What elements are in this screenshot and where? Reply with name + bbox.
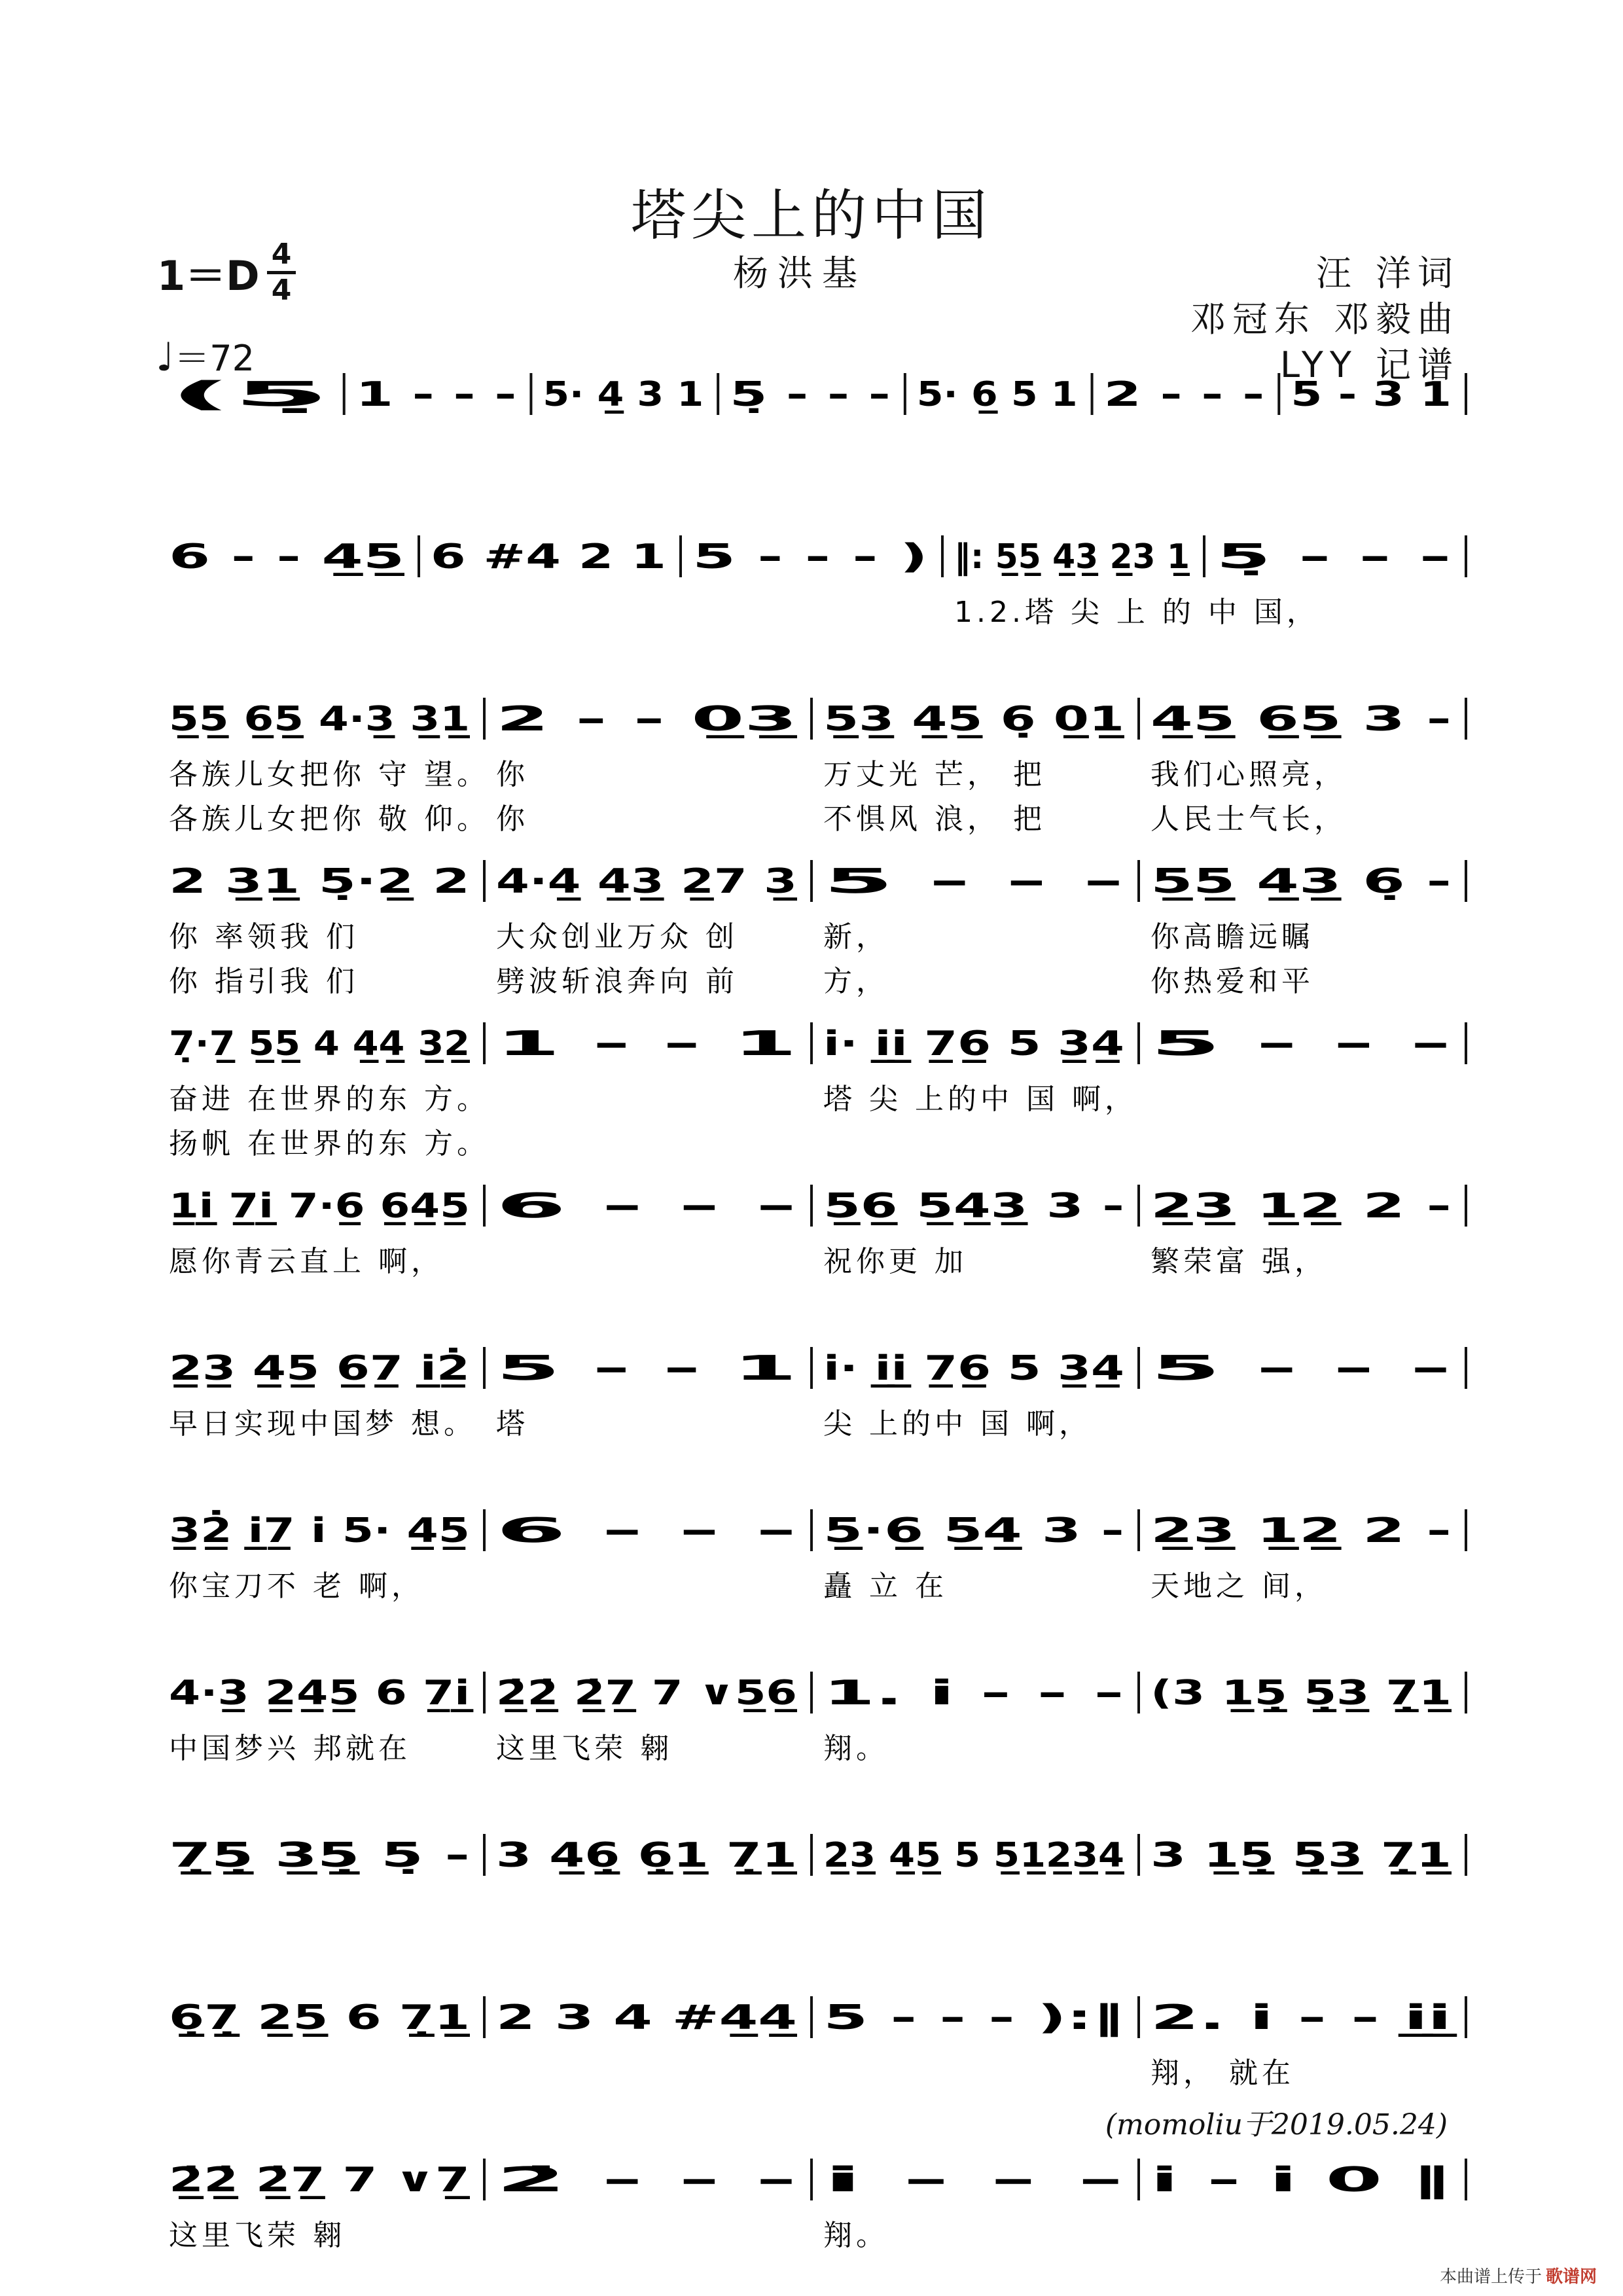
lyric-line: 塔 xyxy=(496,1407,529,1441)
measure-notes: 5 - - - xyxy=(1150,1024,1452,1064)
lyric-line: 你高瞻远瞩 xyxy=(1150,920,1314,954)
lyricist-credit: 汪 洋词 xyxy=(1315,253,1459,294)
measure-notes: 2̇ - - - xyxy=(496,2161,797,2200)
measure-notes: 1. i̇ - - - xyxy=(823,1674,1124,1713)
site-logo: 歌谱网 xyxy=(1545,2267,1597,2287)
lyric-line: 愿你青云直上 啊， xyxy=(169,1245,444,1278)
lyric-line: 你 xyxy=(496,802,529,836)
measure-notes: 5̣ - - - xyxy=(730,375,891,414)
measure-notes: 7̣̲5̣̲ 3̲5̣̲ 5̣ - xyxy=(169,1836,470,1875)
score-system xyxy=(169,1347,1466,1441)
lyric-line: 人民士气长， xyxy=(1150,802,1347,836)
measure-notes: 6 - - - xyxy=(496,1511,797,1551)
measure-notes: 5· 6̲ 5 1 xyxy=(916,375,1078,414)
measure-notes: 5 - - - ):‖ xyxy=(823,1998,1124,2037)
singer-name: 杨洪基 xyxy=(733,253,866,294)
lyric-line: 尖 上的中 国 啊， xyxy=(823,1407,1092,1441)
lyric-line: 翔。 xyxy=(823,1732,889,1765)
lyric-line: 各族儿女把你 守 望。 xyxy=(169,758,490,791)
lyric-line: 塔 尖 上的中 国 啊， xyxy=(823,1083,1137,1116)
tempo-value: ＝72 xyxy=(174,338,255,379)
measure-notes: 6̣̲7̣̲ 2̲5̲ 6 7̣̲1̲ xyxy=(169,1998,470,2037)
measure-notes: 5 - - - xyxy=(1150,1349,1452,1388)
measure-notes: 2 3 4 #4̲4̲ xyxy=(496,1998,797,2037)
measure-notes: 5 - - 1 xyxy=(496,1349,797,1388)
measure-notes: ‖: 5̲5̲ 4̲3̲ 2̲3 1̲ xyxy=(954,537,1190,577)
lyric-line: 我们心照亮， xyxy=(1150,758,1347,791)
measure-notes: 3 4̲6̣̲ 6̣̲1̲ 7̣̲1̲ xyxy=(496,1836,797,1875)
lyric-line: 天地之 间， xyxy=(1150,1570,1327,1603)
measure-notes: 2̲3̲ 4̲5̲ 6̲7̲ i̲̇2̲̇ xyxy=(169,1349,382,1388)
lyric-line: 你热爱和平 xyxy=(1150,965,1314,998)
time-denominator: 4 xyxy=(271,274,292,307)
lyric-line: 你宝刀不 老 啊， xyxy=(169,1570,424,1603)
measure-notes: 7̣·7̲ 5̲5̲ 4 4̲4̲ 3̲2̲ xyxy=(169,1024,470,1064)
measure-notes: 2. i̇ - - i̲̇i̲̇ xyxy=(1150,1998,1457,2037)
score-system xyxy=(169,698,1466,836)
lyric-line: 这里飞荣 翱 xyxy=(496,1732,673,1765)
upload-text: 本曲谱上传于 xyxy=(1439,2267,1542,2287)
time-numerator: 4 xyxy=(271,238,292,271)
lyric-line: 扬帆 在世界的东 方。 xyxy=(169,1127,490,1160)
score-system xyxy=(169,535,1466,629)
score-system xyxy=(169,373,1466,415)
lyric-line: 奋进 在世界的东 方。 xyxy=(169,1083,490,1116)
lyric-line: 翔， 就在 xyxy=(1150,2056,1294,2090)
measure-notes: (3 1̲5̣̲ 5̣̲3̲ 7̣̲1̲ xyxy=(1150,1674,1452,1713)
lyric-line: 你 xyxy=(496,758,529,791)
measure-notes: 2̲̇2̲̇ 2̲̇7̲ 7 ∨7̲ xyxy=(169,2161,470,2200)
measure-notes: i̇· i̲̇i̲̇ 7̲6̲ 5 3̲4̲ xyxy=(823,1024,1124,1064)
measure-notes: 6 #4 2 1 xyxy=(431,537,666,577)
measure-notes: 5̲3̲ 4̲5̲ 6̣ 0̲1̲ xyxy=(823,700,1124,739)
measure-notes: i̇· i̲̇i̲̇ 7̲6̲ 5 3̲4̲ xyxy=(823,1349,1124,1388)
transcriber-credit: LYY 记谱 xyxy=(1279,344,1459,386)
measure-notes: 2̲3̲ 4̲5̲ 5 5̲1̲2̲3̲4̲ xyxy=(823,1836,1124,1875)
composer-credit: 邓冠东 邓毅曲 xyxy=(1190,298,1459,340)
measure-notes: 1̲i̲̇ 7̲i̲̇ 7·6̲ 6̲4̲5̲ xyxy=(169,1187,470,1226)
song-title: 塔尖上的中国 xyxy=(630,183,992,247)
measure-notes: 2 - - - xyxy=(1103,375,1265,414)
score-system xyxy=(169,1509,1466,1603)
lyric-line: 你 指引我 们 xyxy=(169,965,359,998)
upload-note xyxy=(1440,2263,1597,2287)
lyric-line: 新， xyxy=(823,920,889,954)
score-system xyxy=(169,1185,1466,1278)
lyric-line: 万丈光 芒， 把 xyxy=(823,758,1046,791)
measure-notes: 5̲5̲ 4̲3̲ 6̣ - xyxy=(1150,862,1452,901)
measure-notes: 5̲6̲ 5̲4̲3̲ 3 - xyxy=(823,1187,1124,1226)
measure-notes: 1 - - 1 xyxy=(496,1024,797,1064)
measure-notes: 5 - - - ) xyxy=(692,537,928,577)
lyric-line: 不惧风 浪， 把 xyxy=(823,802,1046,836)
lyric-line: 繁荣富 强， xyxy=(1150,1245,1327,1278)
key-signature: 1＝D xyxy=(157,252,260,300)
quarter-note-icon: ♩ xyxy=(156,334,175,380)
lyric-line: 祝你更 加 xyxy=(823,1245,967,1278)
lyric-line: 翔。 xyxy=(823,2219,889,2252)
measure-notes: 4·3̲ 2̲4̲5̲ 6 7̲i̲̇ xyxy=(169,1674,474,1713)
lyric-line: 1.2.塔 尖 上 的 中 国， xyxy=(954,596,1319,629)
measure-notes: 4·4̲ 4̲3̲ 2̲7 3̲ xyxy=(496,862,797,901)
score-system xyxy=(169,1672,1466,1765)
measure-notes: 5 - 3 1 xyxy=(1291,375,1452,414)
measure-notes: 5̣ - - - xyxy=(1216,537,1452,577)
measure-notes: i̇ - i̇ 0 ‖ xyxy=(1150,2161,1452,2200)
measure-notes: 6 - - - xyxy=(496,1187,797,1226)
measure-notes: 5 - - - xyxy=(823,862,1124,901)
lyric-line: 各族儿女把你 敬 仰。 xyxy=(169,802,490,836)
measure-notes: 2̲̇2̲̇ 2̲̇7̲ 7 ∨5̲6̲ xyxy=(496,1674,797,1713)
lyric-line: 大众创业万众 创 xyxy=(496,920,738,954)
transcription-signature: (momoliu于2019.05.24) xyxy=(1105,2108,1448,2142)
score-system xyxy=(169,860,1466,998)
lyric-line: 你 率领我 们 xyxy=(169,920,359,954)
measure-notes: 3 1̲5̣̲ 5̣̲3̲ 7̣̲1̲ xyxy=(1150,1836,1452,1875)
measure-notes: i̇ - - - xyxy=(823,2161,1124,2200)
measure-notes: 5̲·6̲ 5̲4̲ 3 - xyxy=(823,1511,1124,1551)
score-system xyxy=(169,1834,1466,1876)
measure-notes: 2̲3̲ 1̲2̲ 2 - xyxy=(1150,1187,1452,1226)
measure-notes: 2 - - 0̲3̲ xyxy=(496,700,797,739)
measure-notes: 5̲5̲ 6̲5̲ 4·3̲ 3̲1̲ xyxy=(169,700,470,739)
measure-notes: (5̣ xyxy=(169,375,330,414)
lyric-line: 劈波斩浪奔向 前 xyxy=(496,965,738,998)
lyric-line: 早日实现中国梦 想。 xyxy=(169,1407,476,1441)
lyric-line: 中国梦兴 邦就在 xyxy=(169,1732,411,1765)
measure-notes: 5· 4̲ 3 1 xyxy=(543,375,704,414)
measure-notes: 2̲3̲ 1̲2̲ 2 - xyxy=(1150,1511,1452,1551)
score-system xyxy=(169,1996,1466,2090)
score-system xyxy=(169,1022,1466,1160)
measure-notes: 2 3̲1̲ 5̣·2̲ 2 xyxy=(169,862,470,901)
measure-notes: 3̲2̲̇ i̲̇7̲ i̇ 5· 4̲5̲ xyxy=(169,1511,395,1551)
lyric-line: 矗 立 在 xyxy=(823,1570,948,1603)
lyric-line: 方， xyxy=(823,965,889,998)
score-system xyxy=(169,2159,1466,2252)
measure-notes: 6 - - 4̲5̲ xyxy=(169,537,404,577)
measure-notes: 1 - - - xyxy=(355,375,517,414)
lyric-line: 这里飞荣 翱 xyxy=(169,2219,346,2252)
measure-notes: 4̲5̲ 6̲5̲ 3 - xyxy=(1150,700,1452,739)
